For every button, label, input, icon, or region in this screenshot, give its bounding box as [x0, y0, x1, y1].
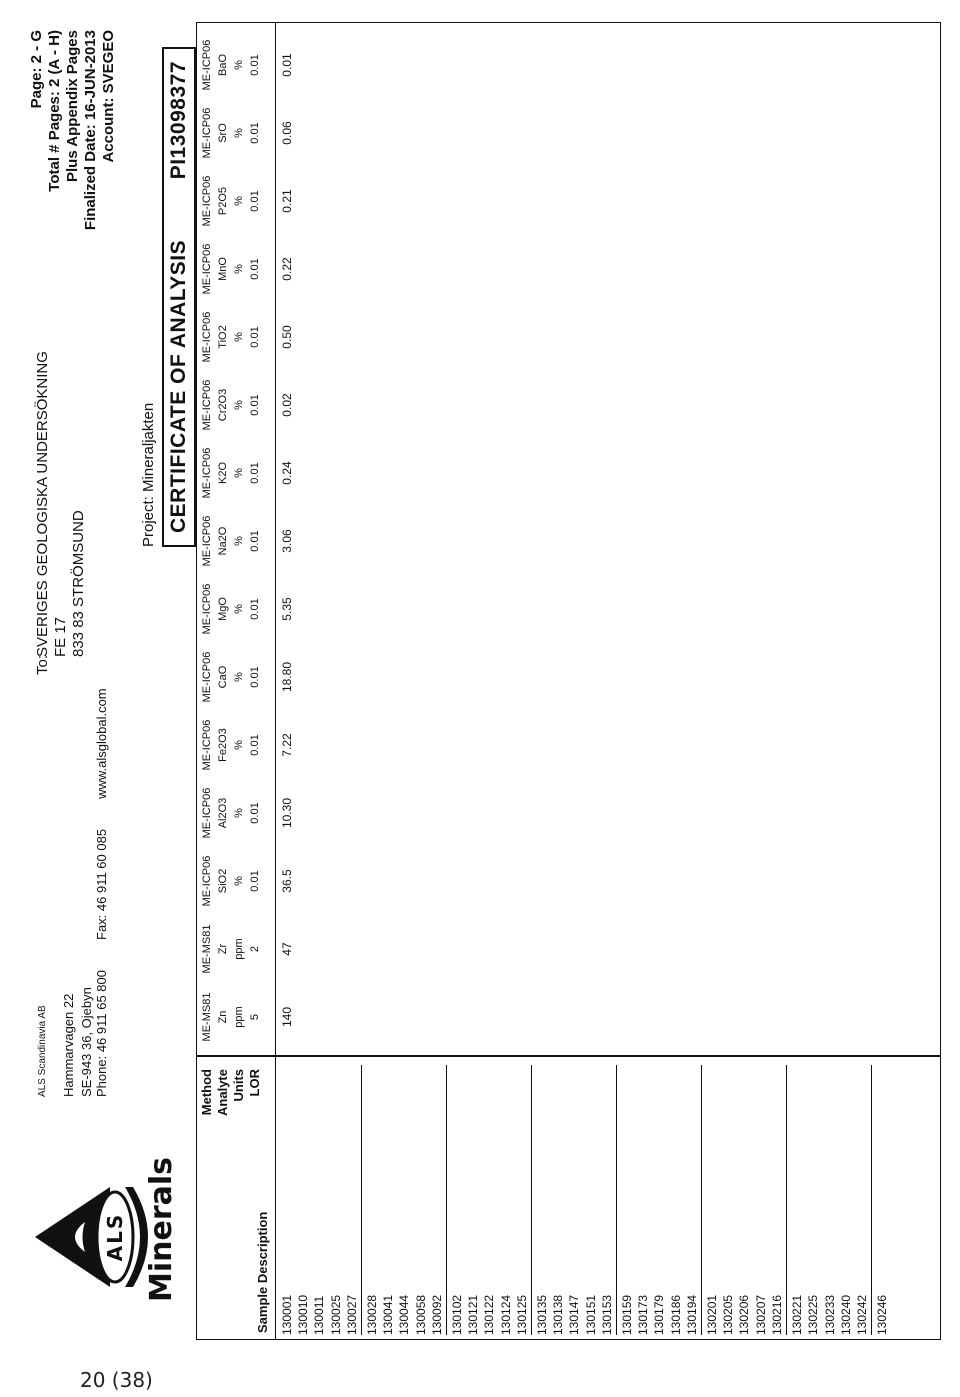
column-lor: 0.01	[249, 122, 261, 144]
certificate-title: CERTIFICATE OF ANALYSIS	[167, 239, 190, 533]
sample-id: 130092	[429, 1294, 444, 1335]
sample-group	[872, 1065, 891, 1335]
value-cell: 0.02	[280, 393, 294, 417]
column-lor: 0.01	[249, 54, 261, 76]
value-cell: 0.50	[280, 325, 294, 349]
sample-id: 130025	[328, 1294, 343, 1335]
sample-id: 130201	[705, 1294, 720, 1335]
column-method: ME-MS81	[201, 992, 213, 1042]
sample-id: 130173	[636, 1294, 651, 1335]
contact-line	[94, 688, 109, 1097]
column-units: %	[233, 604, 245, 614]
company-name: ALS Scandinavia AB	[37, 1005, 48, 1097]
column-analyte: CaO	[217, 665, 229, 689]
sample-id: 130242	[854, 1294, 869, 1335]
sample-id: 130153	[599, 1294, 614, 1335]
column-lor: 0.01	[249, 394, 261, 416]
method-label: Method	[199, 1069, 214, 1116]
column-lor: 0.01	[249, 666, 261, 688]
value-cell: 0.22	[280, 257, 294, 281]
sample-id: 130159	[620, 1294, 635, 1335]
finalized-date: Finalized Date: 16-JUN-2013	[82, 30, 99, 231]
total-pages: Total # Pages: 2 (A - H)	[46, 30, 63, 192]
sample-id: 130041	[381, 1294, 396, 1335]
table-vertical-divider	[197, 1056, 940, 1058]
value-cell: 3.06	[280, 529, 294, 553]
project-name: Project: Mineraljakten	[140, 402, 157, 547]
sample-group	[617, 1065, 702, 1335]
sample-group	[277, 1065, 362, 1335]
column-units: %	[233, 264, 245, 274]
column-lor: 0.01	[249, 258, 261, 280]
header-row-labels	[199, 1069, 263, 1169]
recipient-line-2: FE 17	[52, 616, 69, 657]
column-lor: 0.01	[249, 598, 261, 620]
column-units: %	[233, 740, 245, 750]
column-method: ME-ICP06	[201, 515, 213, 567]
column-analyte: BaO	[217, 54, 229, 77]
sample-id: 130179	[652, 1294, 667, 1335]
sample-group	[447, 1065, 532, 1335]
sample-id: 130221	[790, 1294, 805, 1335]
column-method: ME-ICP06	[201, 311, 213, 363]
value-cell: 0.01	[280, 53, 294, 77]
column-units: ppm	[233, 1006, 245, 1028]
fax: Fax: 46 911 60 085	[94, 828, 109, 940]
sample-group	[362, 1065, 447, 1335]
sample-id: 130151	[583, 1294, 598, 1335]
sample-description-header: Sample Description	[255, 1211, 270, 1333]
sample-id: 130207	[753, 1294, 768, 1335]
sample-id: 130011	[312, 1295, 327, 1335]
column-method: ME-MS81	[201, 924, 213, 974]
column-method: ME-ICP06	[201, 175, 213, 227]
sample-id: 130121	[466, 1294, 481, 1335]
sample-group	[702, 1065, 787, 1335]
sample-id: 130233	[822, 1294, 837, 1335]
column-analyte: Zr	[217, 943, 229, 955]
sample-id: 130028	[365, 1294, 380, 1335]
address-line-2: SE-943 36, Ojebyn	[79, 987, 94, 1097]
column-method: ME-ICP06	[201, 379, 213, 431]
sample-id: 130001	[280, 1294, 294, 1335]
column-lor: 0.01	[249, 802, 261, 824]
sample-id: 130122	[482, 1294, 497, 1335]
column-analyte: MgO	[217, 597, 229, 621]
sample-id: 130125	[514, 1294, 529, 1335]
value-cell: 0.24	[280, 461, 294, 485]
units-label: Units	[231, 1069, 246, 1102]
column-analyte: Fe2O3	[217, 728, 229, 762]
column-method: ME-ICP06	[201, 107, 213, 159]
table-header	[197, 23, 276, 1339]
column-method: ME-ICP06	[201, 39, 213, 91]
column-units: %	[233, 128, 245, 138]
column-lor: 2	[249, 945, 261, 953]
column-units: %	[233, 60, 245, 70]
column-header	[199, 21, 263, 109]
column-units: %	[233, 400, 245, 410]
sample-id: 130240	[838, 1294, 853, 1335]
als-minerals-logo	[25, 1087, 179, 1307]
page-info	[28, 30, 118, 230]
logo-als-text: ALS	[103, 1212, 127, 1262]
sample-group	[532, 1065, 617, 1335]
sample-id: 130194	[684, 1294, 699, 1335]
to-label: To:	[34, 654, 51, 675]
sample-id: 130205	[721, 1294, 736, 1335]
column-analyte: Zn	[217, 1010, 229, 1024]
column-lor: 0.01	[249, 734, 261, 756]
column-units: %	[233, 808, 245, 818]
account: Account: SVEGEO	[100, 30, 117, 163]
column-units: %	[233, 876, 245, 886]
recipient-line-1: SVERIGES GEOLOGISKA UNDERSÖKNING	[34, 351, 51, 657]
value-cell: 10.30	[280, 797, 294, 829]
logo-minerals-text: Minerals	[144, 1156, 179, 1302]
page-number: 20 (38)	[80, 1368, 153, 1392]
column-analyte: K2O	[217, 462, 229, 485]
column-lor: 5	[249, 1013, 261, 1021]
recipient-block	[34, 351, 88, 675]
value-cell: 47	[280, 942, 294, 956]
sample-id: 130246	[875, 1294, 890, 1335]
certificate-banner	[162, 47, 196, 547]
column-analyte: P2O5	[217, 186, 229, 216]
sample-id: 130135	[535, 1294, 550, 1335]
sample-group	[787, 1065, 872, 1335]
column-method: ME-ICP06	[201, 787, 213, 839]
value-cell: 140	[280, 1006, 294, 1028]
column-method: ME-ICP06	[201, 447, 213, 499]
phone: Phone: 46 911 65 800	[94, 970, 109, 1097]
lor-label: LOR	[247, 1069, 262, 1097]
column-analyte: SrO	[217, 123, 229, 143]
website[interactable]: www.alsglobal.com	[94, 688, 109, 799]
sample-id: 130124	[498, 1294, 513, 1335]
sample-id: 130058	[413, 1294, 428, 1335]
appendix-pages: Plus Appendix Pages	[64, 30, 81, 182]
sample-id: 130102	[450, 1294, 465, 1335]
sample-id: 130216	[769, 1294, 784, 1335]
address-line-1: Hammarvagen 22	[61, 993, 76, 1097]
sample-id: 130186	[668, 1294, 683, 1335]
value-cell: 18.80	[280, 661, 294, 693]
column-analyte: TiO2	[217, 325, 229, 349]
column-analyte: Al2O3	[217, 797, 229, 829]
column-analyte: MnO	[217, 257, 229, 281]
value-cell: 7.22	[280, 733, 294, 757]
page-label: Page: 2 - G	[28, 30, 45, 109]
sample-id: 130027	[344, 1294, 359, 1335]
column-units: %	[233, 196, 245, 206]
column-lor: 0.01	[249, 530, 261, 552]
analyte-label: Analyte	[215, 1069, 230, 1116]
value-cell: 0.06	[280, 121, 294, 145]
column-units: %	[233, 536, 245, 546]
sample-id: 130138	[551, 1294, 566, 1335]
als-logo-icon	[25, 1087, 179, 1307]
column-method: ME-ICP06	[201, 719, 213, 771]
column-units: %	[233, 672, 245, 682]
certificate-number: PI13098377	[167, 61, 190, 180]
value-cell: 36.5	[280, 869, 294, 893]
column-lor: 0.01	[249, 190, 261, 212]
column-lor: 0.01	[249, 462, 261, 484]
column-method: ME-ICP06	[201, 583, 213, 635]
analysis-table	[196, 22, 941, 1340]
sample-id: 130010	[296, 1294, 311, 1335]
value-cell: 5.35	[280, 597, 294, 621]
column-units: %	[233, 332, 245, 342]
column-method: ME-ICP06	[201, 651, 213, 703]
column-lor: 0.01	[249, 326, 261, 348]
column-units: ppm	[233, 938, 245, 960]
column-method: ME-ICP06	[201, 243, 213, 295]
company-block	[34, 987, 96, 1097]
column-analyte: SiO2	[217, 868, 229, 894]
recipient-line-3: 833 83 STRÖMSUND	[70, 510, 87, 657]
value-cell: 0.21	[280, 189, 294, 213]
sample-id: 130206	[737, 1294, 752, 1335]
column-units: %	[233, 468, 245, 478]
sample-id: 130225	[806, 1294, 821, 1335]
column-analyte: Cr2O3	[217, 388, 229, 422]
sample-id: 130044	[397, 1294, 412, 1335]
sample-id: 130147	[567, 1294, 582, 1335]
column-analyte: Na2O	[217, 526, 229, 556]
column-method: ME-ICP06	[201, 855, 213, 907]
column-lor: 0.01	[249, 870, 261, 892]
sample-list	[277, 1065, 891, 1335]
